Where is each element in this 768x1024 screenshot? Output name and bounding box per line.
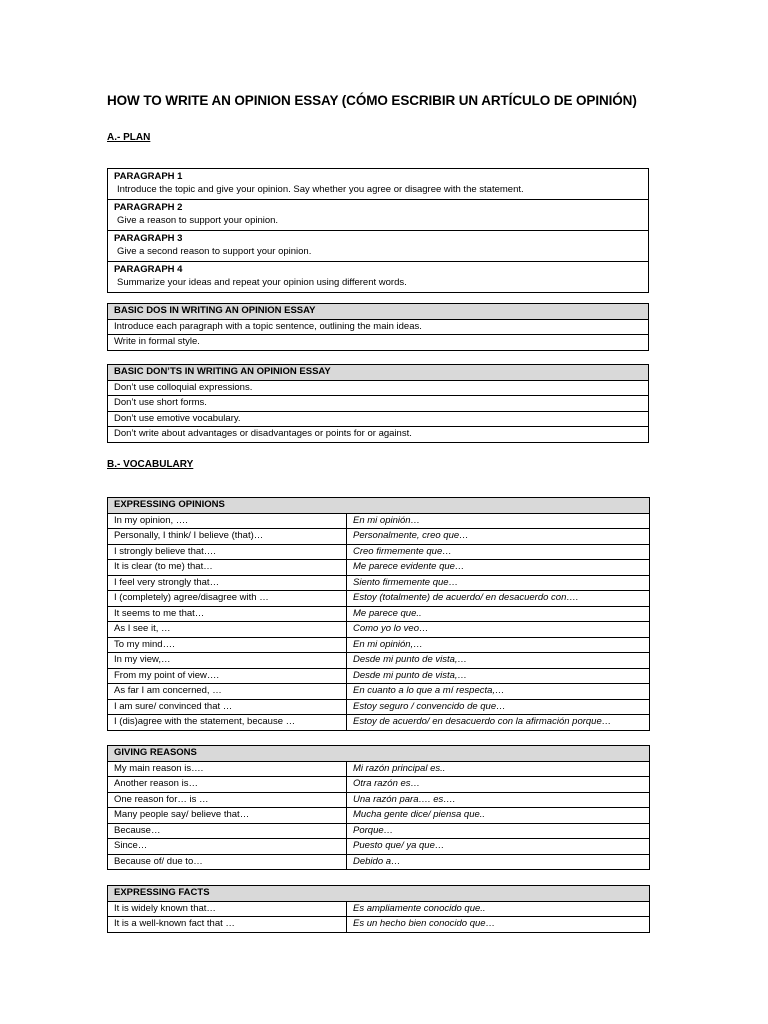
spanish-phrase: Mi razón principal es..	[347, 761, 650, 777]
spanish-phrase: En cuanto a lo que a mí respecta,…	[347, 684, 650, 700]
paragraph-title: PARAGRAPH 4	[114, 264, 183, 275]
spanish-phrase: Puesto que/ ya que…	[347, 839, 650, 855]
table-row	[108, 761, 650, 777]
english-phrase: My main reason is….	[108, 761, 347, 777]
donts-row: Don’t use emotive vocabulary.	[108, 411, 649, 427]
dos-table	[107, 303, 649, 351]
paragraph-title: PARAGRAPH 1	[114, 171, 183, 182]
table-row	[108, 777, 650, 793]
table-row	[108, 699, 650, 715]
donts-row: Don’t write about advantages or disadvantages or points for or against.	[108, 427, 649, 443]
english-phrase: Personally, I think/ I believe (that)…	[108, 529, 347, 545]
english-phrase: In my opinion, ….	[108, 513, 347, 529]
spanish-phrase: Estoy de acuerdo/ en desacuerdo con la afirmación porque…	[347, 715, 650, 731]
english-phrase: It seems to me that…	[108, 606, 347, 622]
spanish-phrase: En mi opinión,…	[347, 637, 650, 653]
spanish-phrase: Me parece que..	[347, 606, 650, 622]
table-row	[108, 823, 650, 839]
table-row	[108, 606, 650, 622]
english-phrase: From my point of view….	[108, 668, 347, 684]
dos-row: Introduce each paragraph with a topic sentence, outlining the main ideas.	[108, 319, 649, 335]
english-phrase: It is a well-known fact that …	[108, 917, 347, 933]
spanish-phrase: Otra razón es…	[347, 777, 650, 793]
spanish-phrase: Siento firmemente que…	[347, 575, 650, 591]
document-title: HOW TO WRITE AN OPINION ESSAY (CÓMO ESCRIBIR UN ARTÍCULO DE OPINIÓN)	[107, 93, 637, 108]
english-phrase: It is clear (to me) that…	[108, 560, 347, 576]
paragraph-description: Summarize your ideas and repeat your opinion using different words.	[117, 277, 407, 288]
plan-row	[108, 262, 649, 293]
english-phrase: Since…	[108, 839, 347, 855]
spanish-phrase: Una razón para…. es….	[347, 792, 650, 808]
table-row	[108, 622, 650, 638]
english-phrase: I am sure/ convinced that …	[108, 699, 347, 715]
paragraph-description: Give a reason to support your opinion.	[117, 215, 279, 226]
giving-reasons-header: GIVING REASONS	[108, 746, 650, 762]
paragraph-description: Give a second reason to support your opinion.	[117, 246, 312, 257]
table-row	[108, 591, 650, 607]
english-phrase: As far I am concerned, …	[108, 684, 347, 700]
english-phrase: I (completely) agree/disagree with …	[108, 591, 347, 607]
english-phrase: Because…	[108, 823, 347, 839]
english-phrase: Because of/ due to…	[108, 854, 347, 870]
english-phrase: One reason for… is …	[108, 792, 347, 808]
section-vocabulary-heading: B.- VOCABULARY	[107, 459, 194, 470]
english-phrase: I feel very strongly that…	[108, 575, 347, 591]
spanish-phrase: Es un hecho bien conocido que…	[347, 917, 650, 933]
plan-row	[108, 231, 649, 262]
paragraph-title: PARAGRAPH 2	[114, 202, 183, 213]
dos-header: BASIC DOS IN WRITING AN OPINION ESSAY	[108, 304, 649, 320]
giving-reasons-table	[107, 745, 650, 870]
table-row	[108, 684, 650, 700]
spanish-phrase: Porque…	[347, 823, 650, 839]
spanish-phrase: Creo firmemente que…	[347, 544, 650, 560]
table-row	[108, 560, 650, 576]
paragraph-description: Introduce the topic and give your opinion. Say whether you agree or disagree with the statement.	[117, 184, 524, 195]
english-phrase: To my mind….	[108, 637, 347, 653]
table-row	[108, 529, 650, 545]
spanish-phrase: Desde mi punto de vista,…	[347, 653, 650, 669]
section-plan-heading: A.- PLAN	[107, 132, 151, 143]
english-phrase: As I see it, …	[108, 622, 347, 638]
donts-row: Don’t use colloquial expressions.	[108, 380, 649, 396]
english-phrase: I strongly believe that….	[108, 544, 347, 560]
donts-table	[107, 364, 649, 443]
table-row	[108, 637, 650, 653]
table-row	[108, 792, 650, 808]
spanish-phrase: Desde mi punto de vista,…	[347, 668, 650, 684]
table-row	[108, 544, 650, 560]
english-phrase: Another reason is…	[108, 777, 347, 793]
plan-row	[108, 200, 649, 231]
table-row	[108, 917, 650, 933]
english-phrase: Many people say/ believe that…	[108, 808, 347, 824]
table-row	[108, 839, 650, 855]
donts-header: BASIC DON’TS IN WRITING AN OPINION ESSAY	[108, 365, 649, 381]
table-row	[108, 808, 650, 824]
table-row	[108, 653, 650, 669]
expressing-facts-table	[107, 885, 650, 933]
expressing-opinions-header: EXPRESSING OPINIONS	[108, 498, 650, 514]
spanish-phrase: Debido a…	[347, 854, 650, 870]
plan-row	[108, 169, 649, 200]
spanish-phrase: Me parece evidente que…	[347, 560, 650, 576]
english-phrase: In my view,…	[108, 653, 347, 669]
spanish-phrase: En mi opinión…	[347, 513, 650, 529]
spanish-phrase: Estoy seguro / convencido de que…	[347, 699, 650, 715]
table-row	[108, 513, 650, 529]
english-phrase: I (dis)agree with the statement, because …	[108, 715, 347, 731]
table-row	[108, 715, 650, 731]
dos-row: Write in formal style.	[108, 335, 649, 351]
donts-row: Don’t use short forms.	[108, 396, 649, 412]
english-phrase: It is widely known that…	[108, 901, 347, 917]
spanish-phrase: Personalmente, creo que…	[347, 529, 650, 545]
table-row	[108, 668, 650, 684]
table-row	[108, 901, 650, 917]
plan-table	[107, 168, 649, 293]
spanish-phrase: Estoy (totalmente) de acuerdo/ en desacuerdo con….	[347, 591, 650, 607]
spanish-phrase: Mucha gente dice/ piensa que..	[347, 808, 650, 824]
spanish-phrase: Como yo lo veo…	[347, 622, 650, 638]
expressing-facts-header: EXPRESSING FACTS	[108, 886, 650, 902]
expressing-opinions-table	[107, 497, 650, 731]
paragraph-title: PARAGRAPH 3	[114, 233, 183, 244]
table-row	[108, 854, 650, 870]
spanish-phrase: Es ampliamente conocido que..	[347, 901, 650, 917]
table-row	[108, 575, 650, 591]
